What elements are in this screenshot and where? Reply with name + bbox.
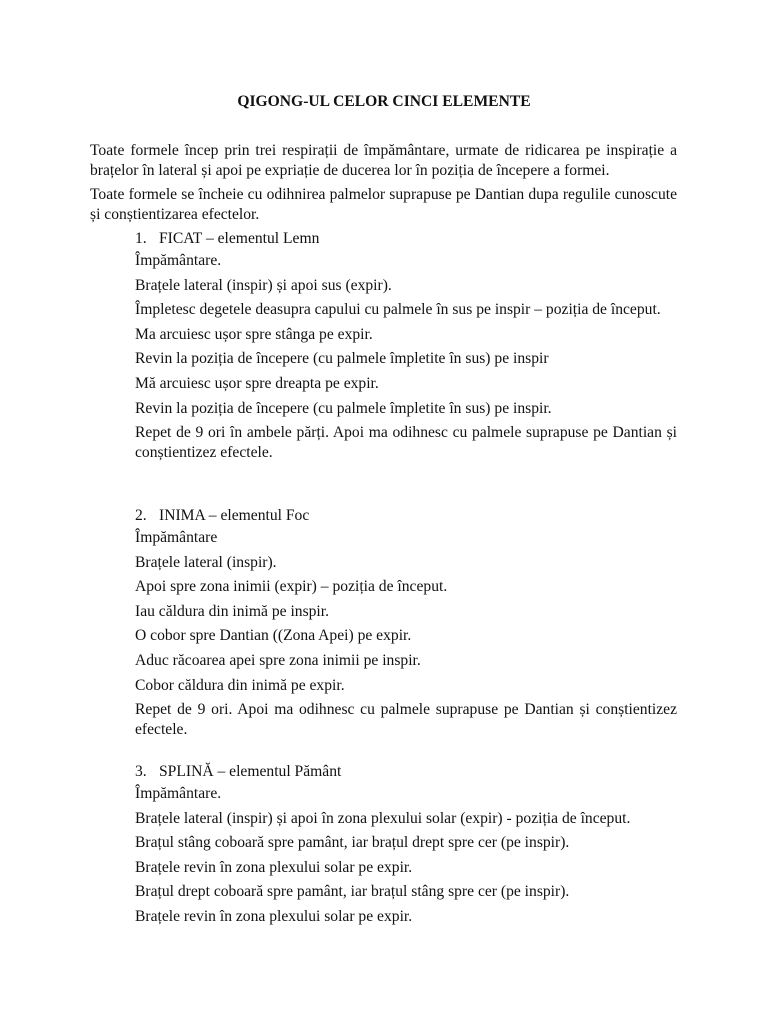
intro-paragraph: Toate formele încep prin trei respirații de împământare, urmate de ridicarea pe inspirație a brațelor în lateral și apoi pe expriație de ducerea lor în poziția de începere a formei. [90,142,677,179]
instruction-line: Apoi spre zona inimii (expir) – poziția de început. [135,578,448,596]
instruction-line: Brațele lateral (inspir). [135,553,277,571]
instruction-line: Revin la poziția de începere (cu palmele împletite în sus) pe inspir [135,350,549,368]
instruction-line: O cobor spre Dantian ((Zona Apei) pe expir. [135,627,412,645]
instruction-line: Împletesc degetele deasupra capului cu palmele în sus pe inspir – poziția de început. [135,301,661,319]
section-heading-text: INIMA – elementul Foc [159,507,310,524]
section-heading [135,229,677,251]
section-number: 1. [135,230,147,247]
section-splina [135,762,677,932]
intro-paragraph: Toate formele se încheie cu odihnirea palmelor suprapuse pe Dantian dupa regulile cunoscute și conștientizarea efectelor. [90,186,677,223]
document-title: QIGONG-UL CELOR CINCI ELEMENTE [237,93,531,110]
section-number: 2. [135,507,147,524]
instruction-line: Brațele revin în zona plexului solar pe expir. [135,858,413,876]
instruction-line: Revin la poziția de începere (cu palmele împletite în sus) pe inspir. [135,399,552,417]
instruction-line: Împământare. [135,785,222,802]
section-heading [135,762,677,784]
section-heading-text: FICAT – elementul Lemn [159,230,320,247]
instruction-line: Mă arcuiesc ușor spre dreapta pe expir. [135,374,379,392]
instruction-line: Împământare. [135,252,222,269]
instruction-line: Repet de 9 ori în ambele părți. Apoi ma odihnesc cu palmele suprapuse pe Dantian și conștientizez efectele. [135,424,677,462]
instruction-line: Iau căldura din inimă pe inspir. [135,602,330,620]
section-number: 3. [135,763,147,780]
instruction-line: Brațele lateral (inspir) și apoi sus (expir). [135,276,392,294]
instruction-line: Repet de 9 ori. Apoi ma odihnesc cu palmele suprapuse pe Dantian și conștientizez efectele. [135,701,677,739]
instruction-line: Împământare [135,529,218,546]
instruction-line: Brațul stâng coboară spre pamânt, iar brațul drept spre cer (pe inspir). [135,834,570,852]
section-heading [135,506,677,528]
section-ficat [135,229,677,468]
instruction-line: Aduc răcoarea apei spre zona inimii pe inspir. [135,651,421,669]
section-inima [135,506,677,745]
instruction-line: Cobor căldura din inimă pe expir. [135,676,345,694]
section-heading-text: SPLINĂ – elementul Pământ [159,763,342,780]
instruction-line: Brațul drept coboară spre pamânt, iar brațul stâng spre cer (pe inspir). [135,883,570,901]
instruction-line: Brațele lateral (inspir) și apoi în zona plexului solar (expir) - poziția de început. [135,809,631,827]
instruction-line: Ma arcuiesc ușor spre stânga pe expir. [135,325,373,343]
instruction-line: Brațele revin în zona plexului solar pe expir. [135,907,413,925]
